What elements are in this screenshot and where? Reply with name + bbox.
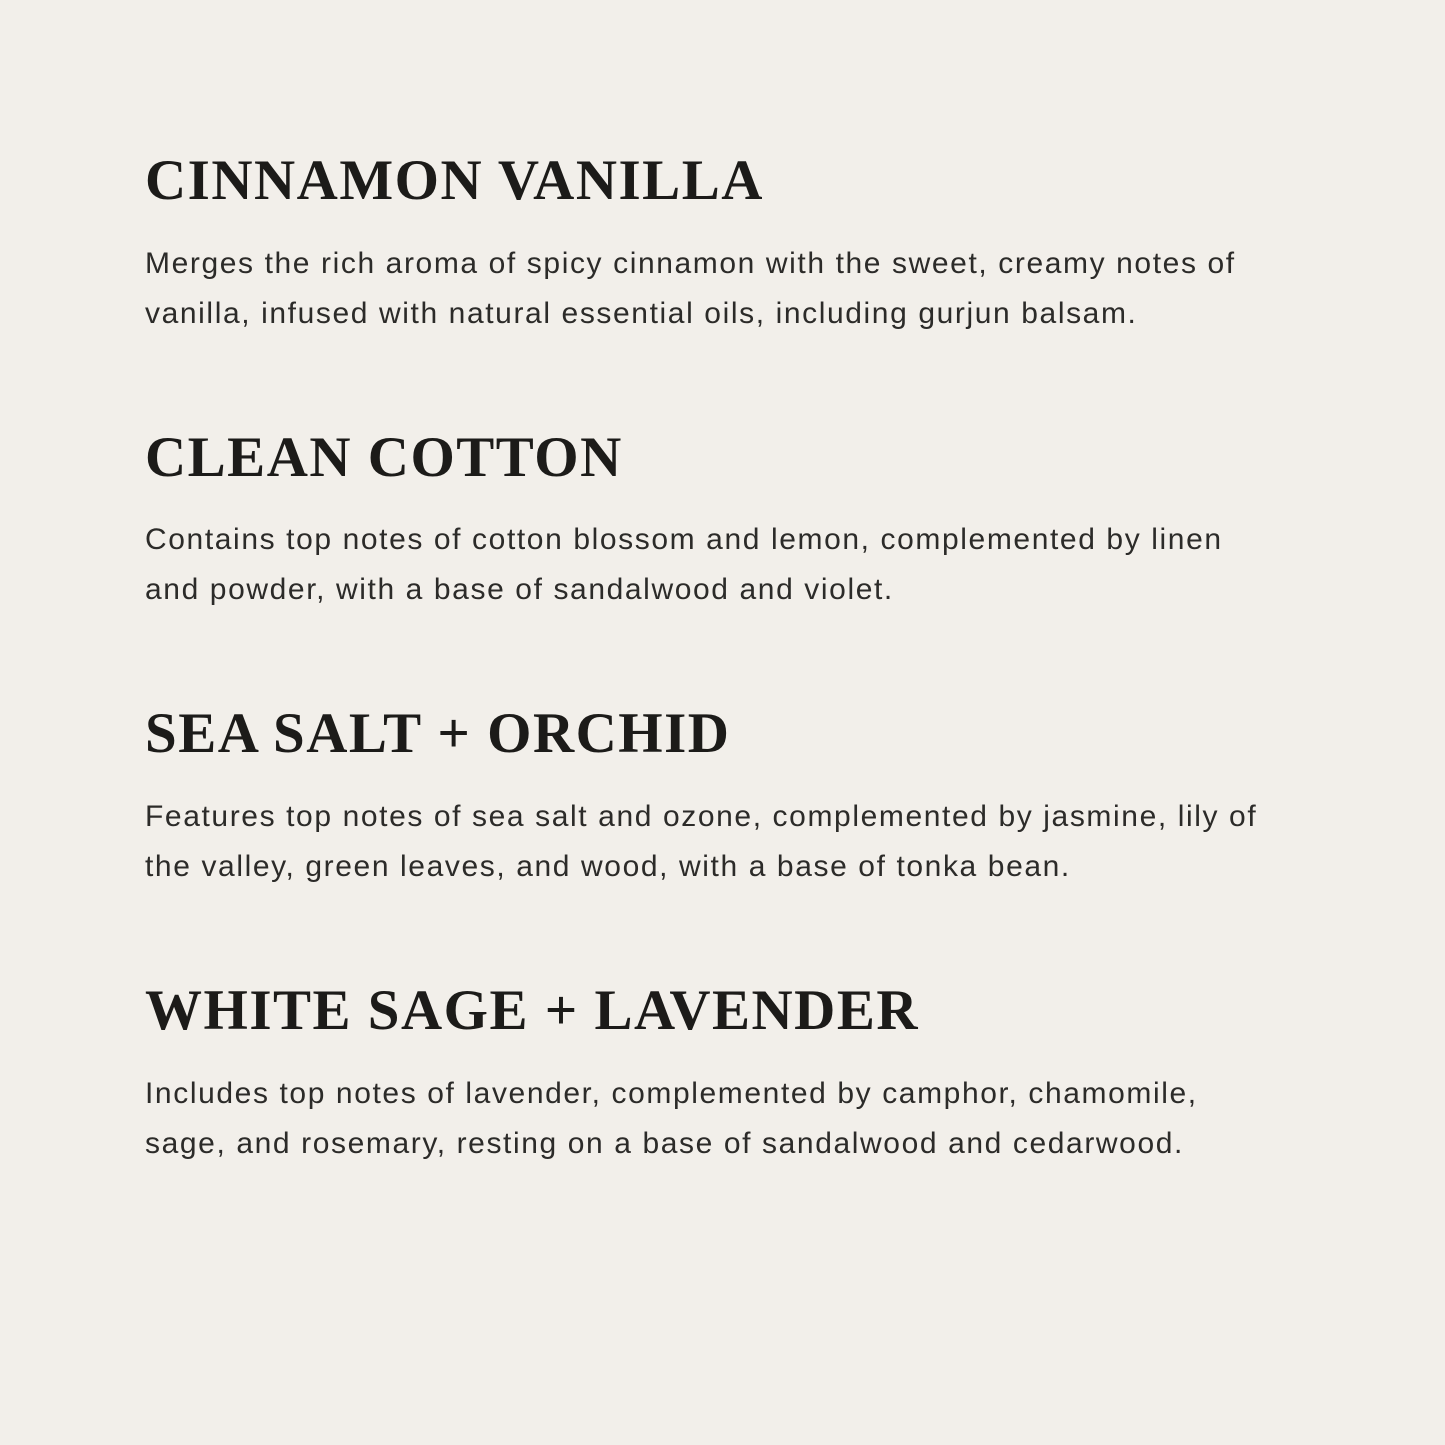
fragrance-description-clean-cotton: Contains top notes of cotton blossom and lemon, complemented by linen and powder, with a base of sandalwood and violet. xyxy=(145,523,1223,607)
fragrance-section xyxy=(145,427,1300,616)
fragrance-description-white-sage-lavender: Includes top notes of lavender, complemented by camphor, chamomile, sage, and rosemary, resting on a base of sandalwood and cedarwood. xyxy=(145,1076,1198,1160)
fragrance-title-white-sage-lavender: WHITE SAGE + LAVENDER xyxy=(145,979,920,1043)
fragrance-section xyxy=(145,703,1300,892)
fragrance-title-sea-salt-orchid: SEA SALT + ORCHID xyxy=(145,702,731,766)
fragrance-section xyxy=(145,980,1300,1169)
fragrance-title-cinnamon-vanilla: CINNAMON VANILLA xyxy=(145,149,764,212)
fragrance-description-cinnamon-vanilla: Merges the rich aroma of spicy cinnamon with the sweet, creamy notes of vanilla, infused with natural essential oils, including gurjun balsam. xyxy=(145,246,1236,330)
fragrance-section xyxy=(145,150,1300,339)
fragrance-title-clean-cotton: CLEAN COTTON xyxy=(145,425,623,489)
fragrance-description-sea-salt-orchid: Features top notes of sea salt and ozone, complemented by jasmine, lily of the valley, green leaves, and wood, with a base of tonka bean. xyxy=(145,800,1258,884)
